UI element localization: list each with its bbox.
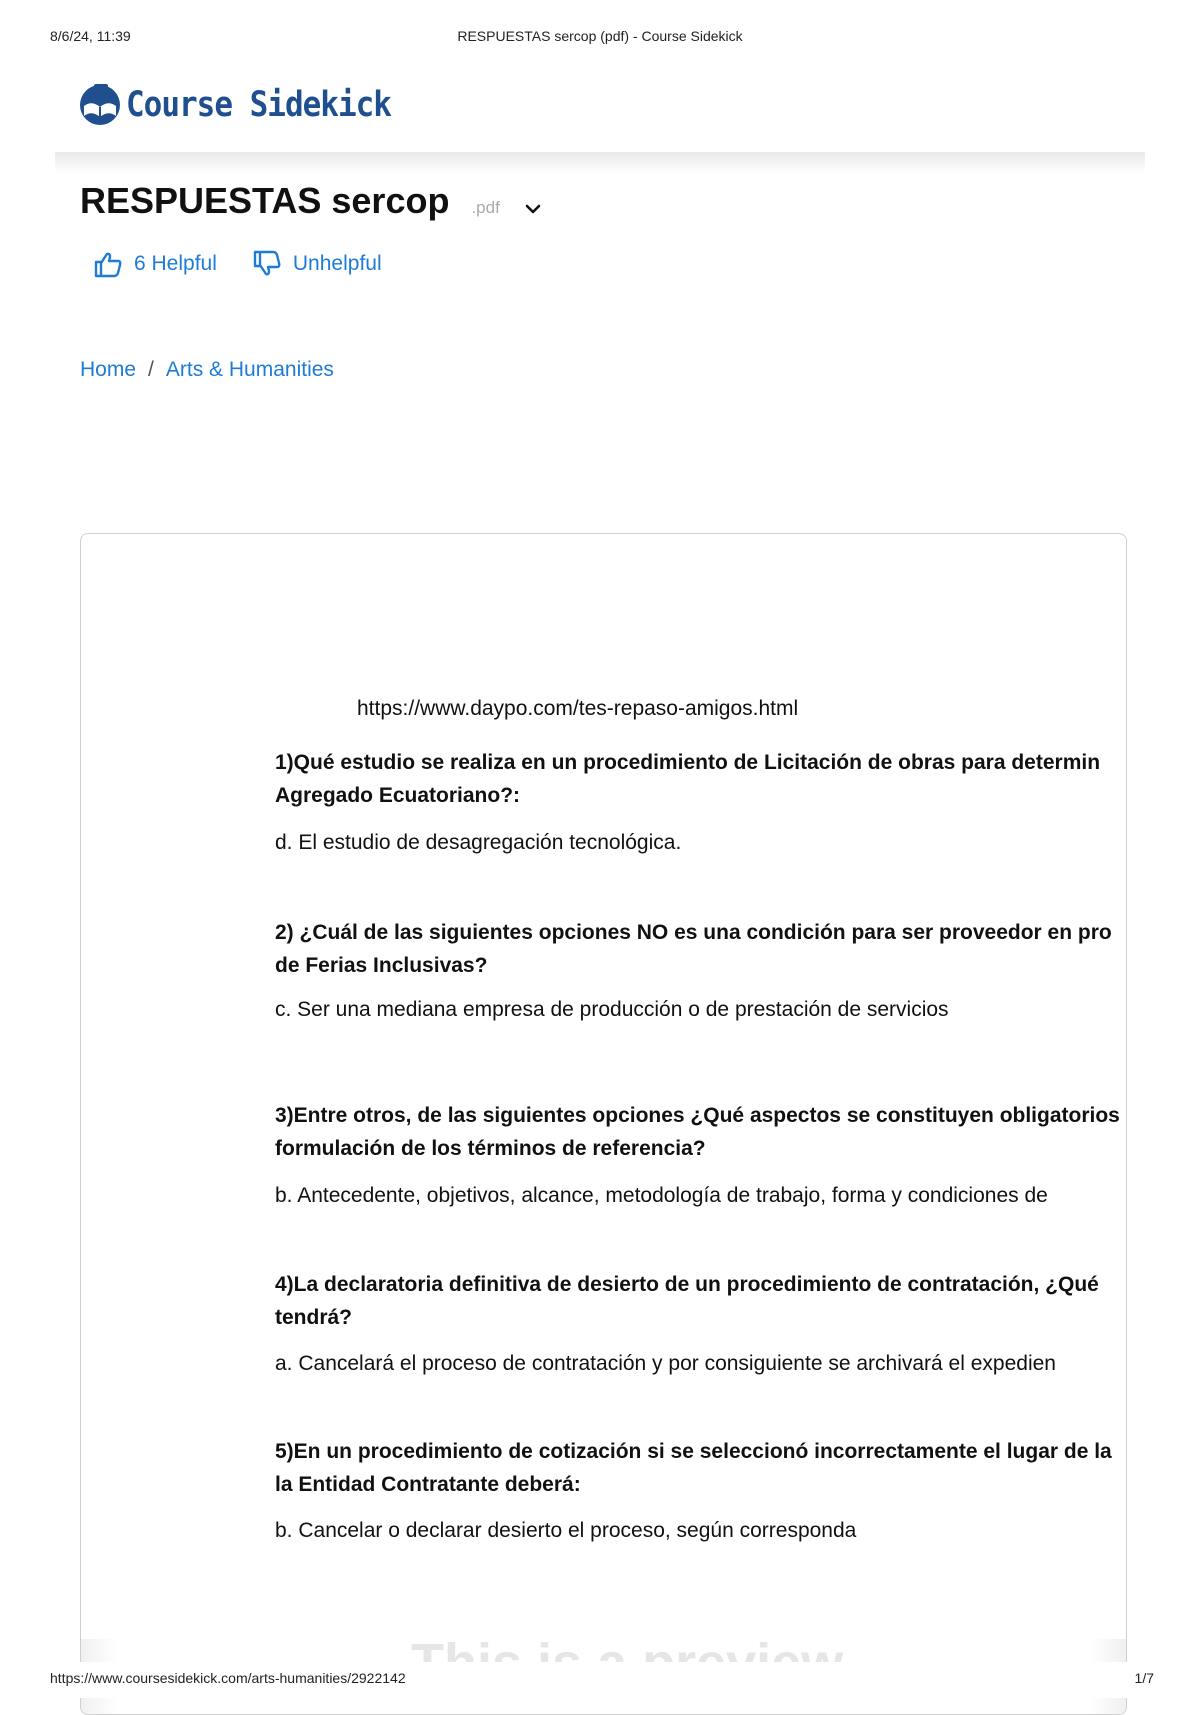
print-datetime: 8/6/24, 11:39 — [50, 28, 131, 44]
question-line: de Ferias Inclusivas? — [275, 954, 488, 977]
print-footer — [0, 1662, 1200, 1698]
helpful-button[interactable] — [92, 248, 217, 280]
question-1 — [275, 746, 1100, 812]
header-divider — [55, 152, 1145, 174]
question-4 — [275, 1268, 1099, 1334]
breadcrumb-home[interactable]: Home — [80, 358, 137, 381]
breadcrumb — [80, 358, 334, 382]
rating-bar — [92, 248, 382, 280]
breadcrumb-separator: / — [148, 358, 154, 381]
document-title: RESPUESTAS sercop — [80, 180, 450, 221]
document-title-row — [80, 180, 544, 230]
site-logo[interactable] — [78, 78, 391, 132]
file-extension: .pdf — [471, 198, 500, 217]
question-line: la Entidad Contratante deberá: — [275, 1473, 581, 1496]
source-url: https://www.daypo.com/tes-repaso-amigos.html — [357, 697, 799, 720]
answer-3: b. Antecedente, objetivos, alcance, metodología de trabajo, forma y condiciones de — [275, 1184, 1048, 1207]
answer-4: a. Cancelará el proceso de contratación y por consiguiente se archivará el expedien — [275, 1352, 1056, 1375]
open-book-icon — [78, 80, 122, 130]
question-line: 5)En un procedimiento de cotización si se seleccionó incorrectamente el lugar de la — [275, 1440, 1112, 1463]
answer-5: b. Cancelar o declarar desierto el proceso, según corresponda — [275, 1519, 857, 1542]
question-line: 2) ¿Cuál de las siguientes opciones NO es una condición para ser proveedor en pro — [275, 921, 1112, 944]
question-2 — [275, 916, 1112, 982]
chevron-down-icon[interactable] — [522, 198, 544, 220]
breadcrumb-arts-humanities[interactable]: Arts & Humanities — [165, 358, 334, 381]
page-number: 1/7 — [1134, 1670, 1154, 1686]
print-header — [0, 28, 1200, 48]
question-line: 3)Entre otros, de las siguientes opciones ¿Qué aspectos se constituyen obligatorios — [275, 1104, 1120, 1127]
question-3 — [275, 1099, 1120, 1165]
thumbs-down-icon — [251, 248, 283, 280]
unhelpful-button[interactable] — [251, 248, 382, 280]
answer-1: d. El estudio de desagregación tecnológica. — [275, 831, 682, 854]
answer-2: c. Ser una mediana empresa de producción o de prestación de servicios — [275, 998, 949, 1021]
helpful-label: 6 Helpful — [134, 252, 217, 275]
question-line: Agregado Ecuatoriano?: — [275, 784, 521, 807]
print-url: https://www.coursesidekick.com/arts-humanities/2922142 — [50, 1670, 406, 1686]
logo-text: Course Sidekick — [126, 84, 391, 126]
question-line: 1)Qué estudio se realiza en un procedimiento de Licitación de obras para determin — [275, 751, 1101, 774]
question-line: tendrá? — [275, 1306, 353, 1329]
question-line: formulación de los términos de referencia? — [275, 1137, 706, 1160]
print-page-title: RESPUESTAS sercop (pdf) - Course Sidekick — [457, 28, 743, 44]
question-line: 4)La declaratoria definitiva de desierto de un procedimiento de contratación, ¿Qué — [275, 1273, 1099, 1296]
thumbs-up-icon — [92, 248, 124, 280]
document-preview[interactable] — [80, 533, 1127, 1715]
question-5 — [275, 1435, 1112, 1501]
unhelpful-label: Unhelpful — [292, 252, 382, 275]
